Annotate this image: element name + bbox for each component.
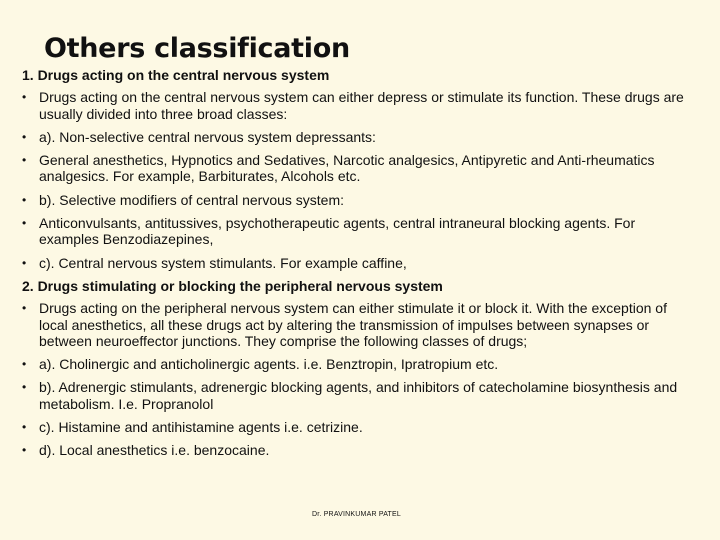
slide-content	[22, 67, 698, 466]
list-item-text: c). Histamine and antihistamine agents i.e. cetrizine.	[39, 419, 363, 436]
bullet-icon: •	[22, 380, 27, 395]
bullet-icon: •	[22, 255, 27, 270]
list-item	[22, 442, 698, 458]
list-item	[22, 379, 698, 412]
list-item-text: d). Local anesthetics i.e. benzocaine.	[39, 442, 270, 459]
slide-title: Others classification	[44, 33, 350, 64]
footer-author: Dr. PRAVINKUMAR PATEL	[312, 511, 401, 518]
section-heading: 1. Drugs acting on the central nervous system	[22, 67, 330, 83]
bullet-icon: •	[22, 153, 27, 168]
list-item-text: a). Non-selective central nervous system depressants:	[39, 128, 376, 145]
list-item	[22, 255, 698, 271]
list-item-text: b). Adrenergic stimulants, adrenergic blocking agents, and inhibitors of catecholamine biosynthesis and metabolism. I.e. Propranolol	[39, 379, 678, 412]
list-item-text: Drugs acting on the central nervous system can either depress or stimulate its function. These drugs are usually divided into three broad classes:	[39, 89, 684, 122]
bullet-icon: •	[22, 420, 27, 435]
list-item	[22, 89, 698, 122]
bullet-icon: •	[22, 443, 27, 458]
list-item	[22, 215, 698, 248]
bullet-icon: •	[22, 90, 27, 105]
section-heading: 2. Drugs stimulating or blocking the peripheral nervous system	[22, 277, 443, 294]
bullet-icon: •	[22, 192, 27, 207]
bullet-icon: •	[22, 301, 27, 316]
list-item-text: Drugs acting on the peripheral nervous system can either stimulate it or block it. With the exception of local anesthetics, all these drugs act by altering the transmission of impulses between synapses or between neuroeffector junctions. They comprise the following classes of drugs;	[39, 300, 667, 349]
list-item	[22, 152, 698, 185]
list-item	[22, 356, 698, 372]
bullet-icon: •	[22, 357, 27, 372]
list-item-text: b). Selective modifiers of central nervous system:	[39, 191, 345, 208]
list-item-text: a). Cholinergic and anticholinergic agents. i.e. Benztropin, Ipratropium etc.	[39, 356, 499, 373]
list-item-text: General anesthetics, Hypnotics and Sedatives, Narcotic analgesics, Antipyretic and Anti-rheumatics analgesics. For example, Barbiturates, Alcohols etc.	[39, 152, 655, 185]
list-item-text: Anticonvulsants, antitussives, psychotherapeutic agents, central intraneural blocking agents. For examples Benzodiazepines,	[39, 215, 636, 248]
bullet-icon: •	[22, 216, 27, 231]
list-item	[22, 419, 698, 435]
list-item	[22, 129, 698, 145]
list-item	[22, 192, 698, 208]
list-item	[22, 300, 698, 349]
list-item-text: c). Central nervous system stimulants. For example caffine,	[39, 254, 407, 271]
bullet-icon: •	[22, 129, 27, 144]
